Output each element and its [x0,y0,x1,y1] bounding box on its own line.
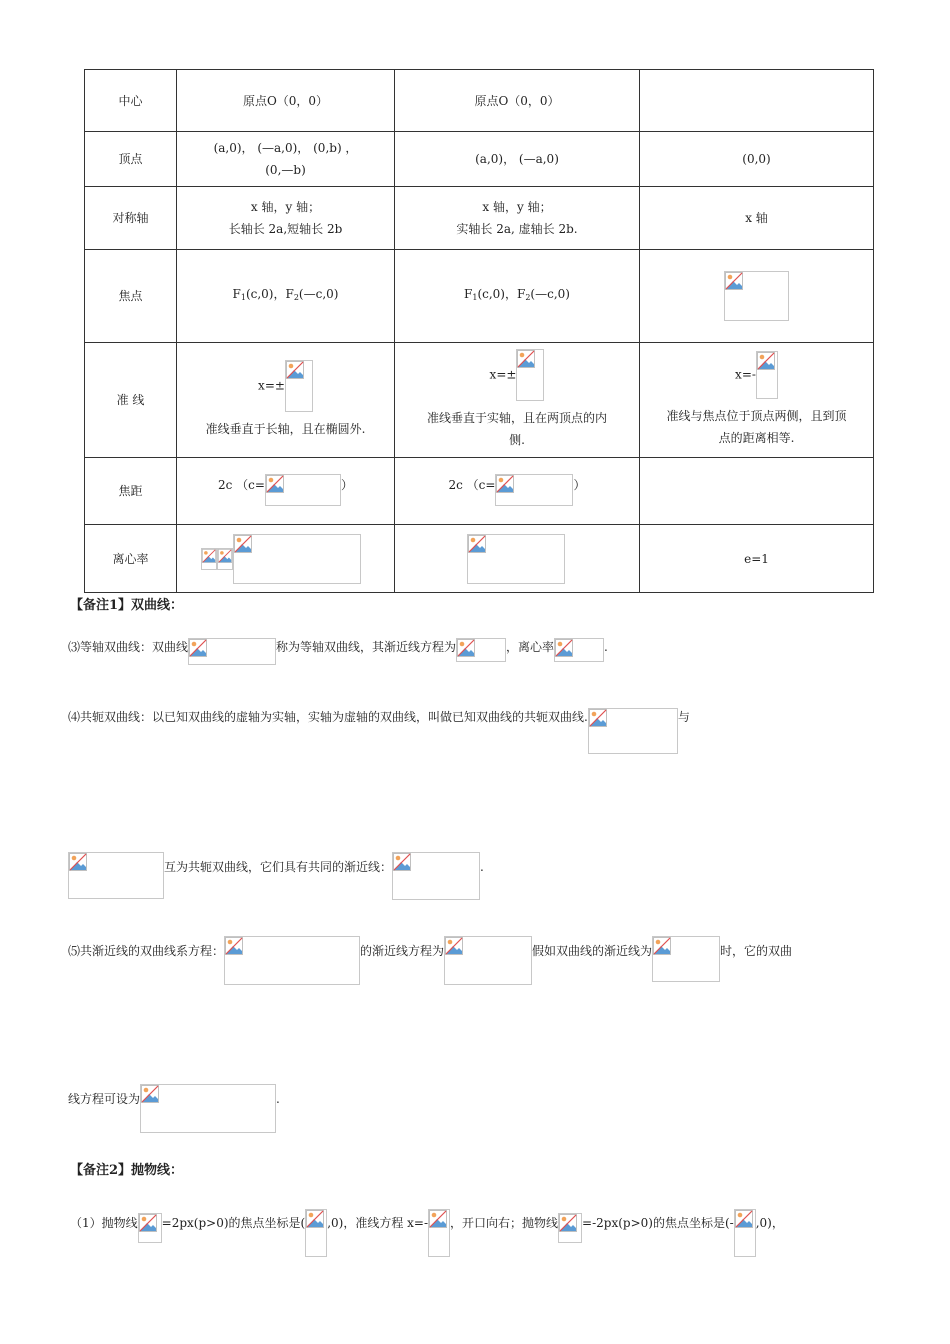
text: . [480,860,484,874]
text: 的渐近线方程为 [360,944,445,958]
text: ,0)， [755,1216,784,1230]
table-cell: (a,0)， (—a,0) [395,132,640,187]
row-label: 离心率 [85,525,177,593]
row-label: 焦距 [85,458,177,525]
formula-image [285,360,313,412]
table-cell [640,458,874,525]
broken-image-icon [286,361,304,379]
cell-line: x 轴，y 轴； [482,200,552,214]
cell-line: 侧. [509,433,525,447]
table-cell [640,250,874,343]
cell-line: 点的距离相等. [718,431,795,445]
focal-text: 2c （c= [218,478,265,492]
table-row [85,250,874,343]
directrix-text: x=- [735,367,756,382]
broken-image-icon [139,1214,157,1232]
row-label: 对称轴 [85,187,177,250]
note1-p4 [68,708,690,754]
note1-heading: 【备注1】双曲线： [70,598,184,613]
broken-image-icon [429,1210,447,1228]
formula-image [456,638,506,662]
text: . [604,640,608,654]
formula-image [724,271,789,321]
broken-image-icon [555,639,573,657]
formula-image [188,638,276,665]
note1-p4-cont [68,852,484,900]
text: =2px(p>0)的焦点坐标是( [161,1216,306,1230]
text: ，开口向右；抛物线 [450,1216,559,1230]
row-label: 顶点 [85,132,177,187]
text: （1）抛物线 [70,1216,138,1230]
text: ⑸共渐近线的双曲线系方程： [68,944,225,958]
cell-line: (a,0)， (—a,0)， (0,b) ， [213,141,358,155]
table-cell: e=1 [640,525,874,593]
text: 假如双曲线的渐近线为 [532,944,653,958]
broken-image-icon [141,1085,159,1103]
broken-image-icon [218,549,232,563]
table-cell: (0,0) [640,132,874,187]
text: =-2px(p>0)的焦点坐标是(- [582,1216,734,1230]
cell-line: 准线与焦点位于顶点两侧，且到顶 [666,409,847,423]
table-cell: 原点O（0，0） [395,70,640,132]
broken-image-icon [653,937,671,955]
broken-image-icon [445,937,463,955]
focus-text: F [464,287,473,301]
table-cell [395,525,640,593]
formula-image [392,852,480,900]
text: 时，它的双曲 [720,944,793,958]
text: 与 [677,710,690,724]
formula-image [734,1209,756,1257]
broken-image-icon [735,1210,753,1228]
formula-image [428,1209,450,1257]
table-cell [395,343,640,458]
table-cell [177,458,395,525]
note2-p1 [70,1209,784,1257]
focus-text: (—c,0) [530,287,570,301]
text: ，离心率 [506,640,555,654]
broken-image-icon [225,937,243,955]
broken-image-icon [468,535,486,553]
text: ⑷共轭双曲线：以已知双曲线的虚轴为实轴，实轴为虚轴的双曲线，叫做已知双曲线的共轭双曲线. [68,710,588,724]
table-row [85,187,874,250]
cell-line: 实轴长 2a, 虚轴长 2b. [456,222,578,236]
formula-image [201,548,217,570]
focus-text: (c,0)，F [245,287,294,301]
broken-image-icon [517,350,535,368]
row-label: 焦点 [85,250,177,343]
directrix-text: x=± [489,367,517,382]
broken-image-icon [202,549,216,563]
formula-image [217,548,233,570]
formula-image [265,474,341,506]
focal-text: ） [340,478,353,492]
table-row [85,458,874,525]
formula-image [138,1213,162,1243]
formula-image [233,534,361,584]
formula-image [554,638,604,662]
conic-comparison-table [84,69,874,593]
broken-image-icon [496,475,514,493]
broken-image-icon [69,853,87,871]
broken-image-icon [725,272,743,290]
note2-heading: 【备注2】抛物线： [70,1163,184,1178]
note1-p5 [68,936,792,985]
row-label: 准 线 [85,343,177,458]
table-row [85,132,874,187]
table-cell: 原点O（0，0） [177,70,395,132]
focus-text: F [232,287,241,301]
subscript: 1 [240,293,246,302]
text: 称为等轴双曲线，其渐近线方程为 [276,640,457,654]
formula-image [224,936,360,985]
directrix-text: x=± [258,378,285,393]
broken-image-icon [306,1210,324,1228]
formula-image [305,1209,327,1257]
subscript: 2 [293,293,299,302]
table-cell [177,525,395,593]
broken-image-icon [757,352,775,370]
formula-image [140,1084,276,1133]
focal-text: 2c （c= [448,478,496,492]
formula-image [495,474,573,506]
formula-image [588,708,678,754]
formula-image [68,852,164,899]
table-cell [640,343,874,458]
focal-text: ） [573,478,586,492]
broken-image-icon [189,639,207,657]
text: . [276,1092,280,1106]
cell-line: 准线垂直于实轴，且在两顶点的内 [426,411,607,425]
table-cell [177,132,395,187]
formula-image [652,936,720,982]
text: 线方程可设为 [68,1092,141,1106]
focus-text: (c,0)，F [477,287,526,301]
subscript: 1 [472,293,478,302]
table-cell [640,70,874,132]
formula-image [467,534,565,584]
broken-image-icon [234,535,252,553]
note1-p3 [68,638,608,665]
formula-image [756,351,778,399]
table-cell [395,458,640,525]
table-cell [177,187,395,250]
broken-image-icon [589,709,607,727]
table-cell: x 轴 [640,187,874,250]
cell-line: 长轴长 2a,短轴长 2b [228,222,343,236]
note1-p5-cont [68,1084,280,1133]
cell-line: x 轴，y 轴； [250,200,321,214]
table-row [85,70,874,132]
table-cell [177,343,395,458]
broken-image-icon [266,475,284,493]
subscript: 2 [525,293,531,302]
formula-image [444,936,532,985]
broken-image-icon [393,853,411,871]
cell-line: (0,—b) [265,163,306,177]
table-cell [395,250,640,343]
focus-text: (—c,0) [298,287,339,301]
table-cell [177,250,395,343]
broken-image-icon [457,639,475,657]
table-row [85,343,874,458]
text: ,0)，准线方程 x=- [327,1216,429,1230]
broken-image-icon [559,1214,577,1232]
row-label: 中心 [85,70,177,132]
text: ⑶等轴双曲线：双曲线 [68,640,189,654]
table-row [85,525,874,593]
text: 互为共轭双曲线，它们具有共同的渐近线： [164,860,393,874]
table-cell [395,187,640,250]
cell-line: 准线垂直于长轴，且在椭圆外. [205,422,366,436]
formula-image [516,349,544,401]
formula-image [558,1213,582,1243]
